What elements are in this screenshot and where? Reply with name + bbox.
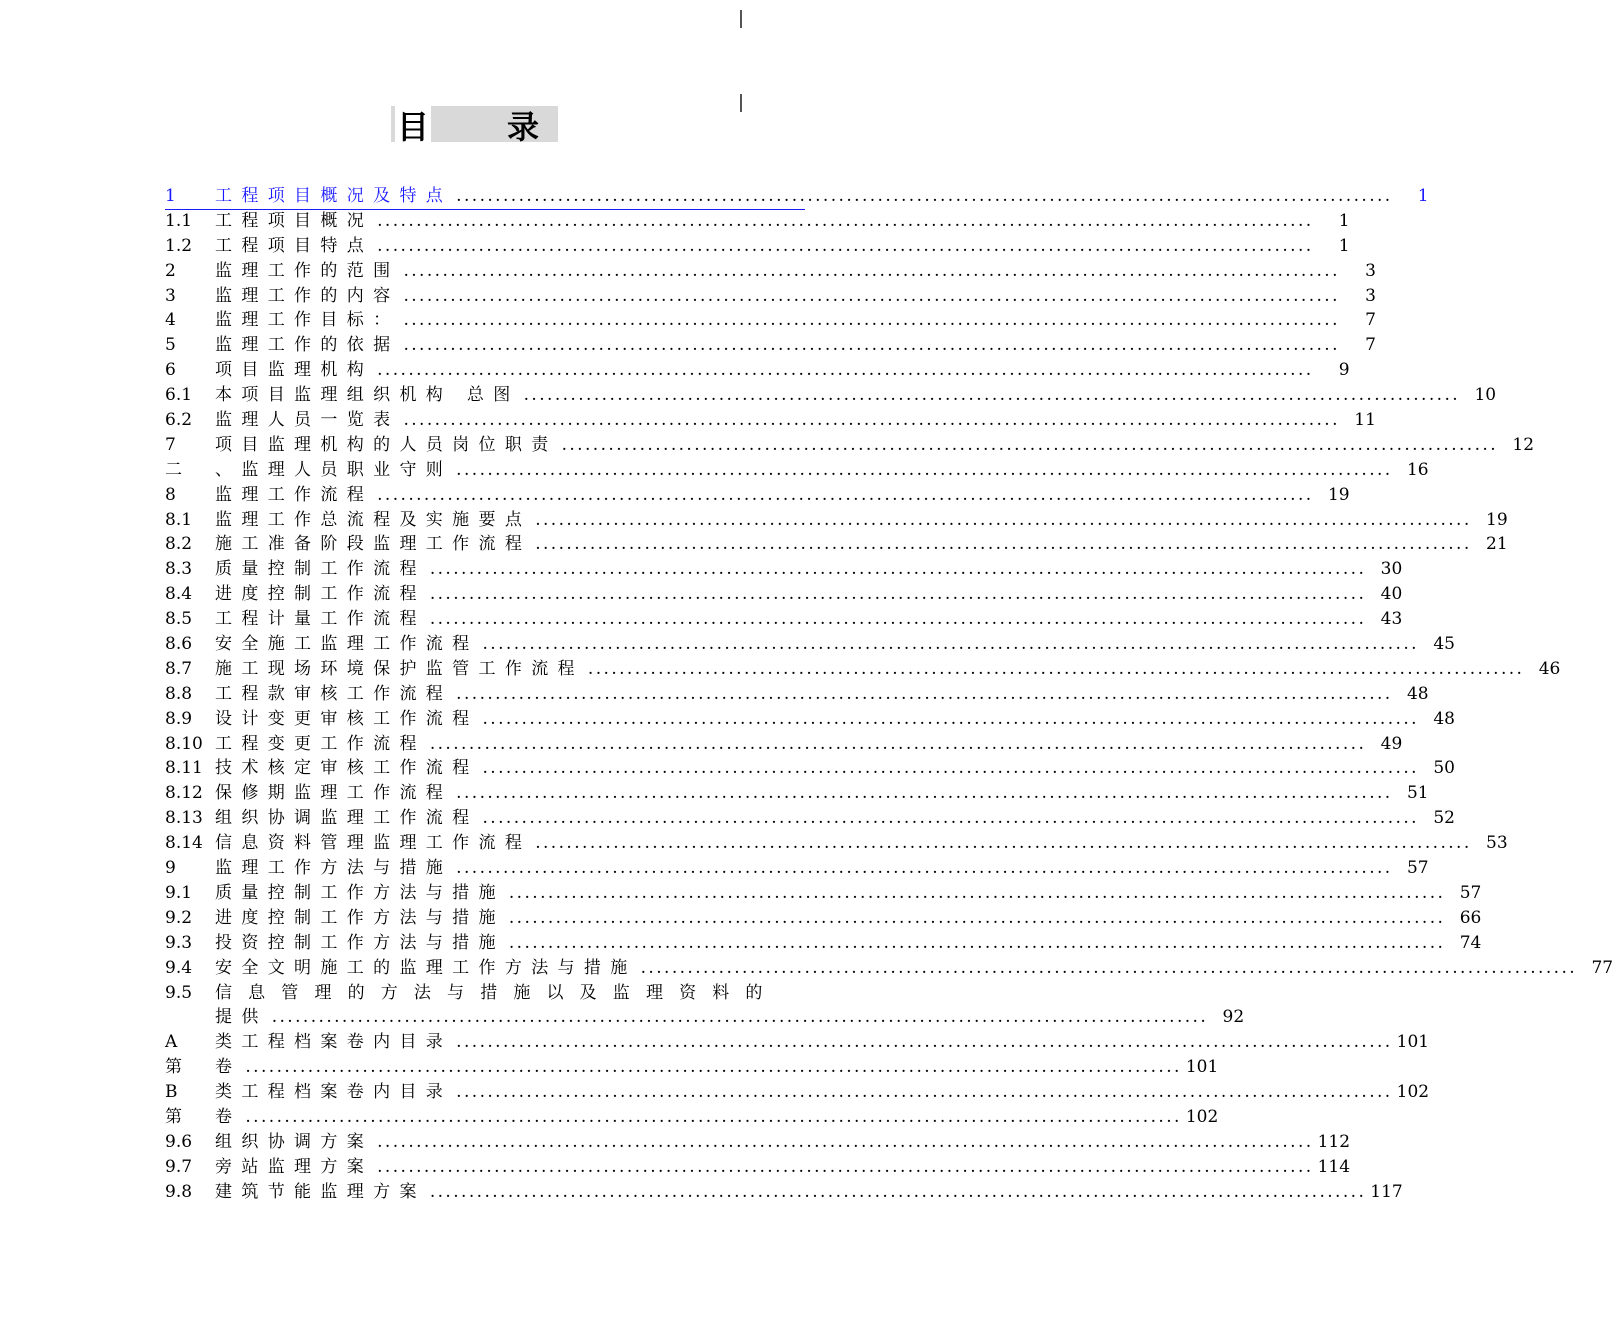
toc-leader-dots: ........................................................................................................................	[508, 932, 1446, 953]
toc-entry-page: 21	[1486, 534, 1508, 555]
toc-entry[interactable]	[165, 333, 1376, 358]
toc-entry[interactable]	[165, 756, 1455, 781]
toc-entry-title: 工程计量工作流程	[215, 609, 426, 630]
toc-entry-number: 8.5	[165, 609, 193, 630]
toc-entry-page: 30	[1380, 559, 1403, 580]
toc-entry-title: 工程项目特点	[215, 235, 374, 256]
toc-leader-dots: ........................................................................................................................	[456, 1082, 1393, 1103]
toc-entry-page: 114	[1317, 1156, 1351, 1177]
toc-leader-dots: ........................................................................................................................	[456, 186, 1393, 206]
toc-leader-dots: ........................................................................................................................	[508, 882, 1446, 903]
toc-leader-dots: ........................................................................................................................	[271, 1007, 1209, 1028]
toc-entry-title: 卷	[215, 1057, 242, 1078]
toc-entry[interactable]	[165, 408, 1376, 433]
toc-entry-title: 施工准备阶段监理工作流程	[215, 534, 532, 555]
toc-entry-title: 工程项目概况及特点	[215, 186, 453, 206]
toc-entry-title: 工程项目概况	[215, 210, 374, 231]
toc-entry-page: 48	[1406, 683, 1429, 704]
toc-entry-page: 19	[1327, 484, 1350, 505]
toc-entry-number: 2	[165, 260, 176, 281]
toc-entry-number: 6.1	[165, 385, 193, 406]
toc-entry[interactable]	[165, 483, 1350, 508]
toc-entry-number: 4	[165, 310, 176, 331]
toc-leader-dots: ........................................................................................................................	[377, 210, 1314, 231]
toc-entry-page: 45	[1433, 634, 1455, 655]
toc-entry-title: 质量控制工作方法与措施	[215, 882, 505, 903]
toc-entry-title: 进度控制工作流程	[215, 584, 426, 605]
toc-entry[interactable]	[165, 607, 1403, 632]
toc-entry[interactable]	[165, 1155, 1351, 1180]
toc-entry-title: 监理工作总流程及实施要点	[215, 509, 532, 530]
toc-entry-title: 监理工作的依据	[215, 335, 400, 356]
toc-leader-dots: ........................................................................................................................	[377, 484, 1314, 505]
toc-entry-title: 卷	[215, 1106, 242, 1127]
toc-entry-title: 建筑节能监理方案	[215, 1181, 426, 1202]
toc-entry-number: 8.8	[165, 683, 193, 704]
toc-leader-dots: ........................................................................................................................	[561, 434, 1499, 455]
toc-leader-dots: ........................................................................................................................	[429, 733, 1367, 754]
toc-leader-dots: ........................................................................................................................	[377, 1131, 1314, 1152]
toc-entry[interactable]	[165, 209, 1350, 234]
toc-entry-title: 质量控制工作流程	[215, 559, 426, 580]
toc-entry[interactable]	[165, 931, 1482, 956]
toc-entry-number: 1.2	[165, 235, 193, 256]
toc-entry-page: 1	[1338, 235, 1350, 256]
toc-entry[interactable]	[165, 508, 1508, 533]
table-of-contents	[165, 184, 1613, 1205]
toc-entry-number: 9.6	[165, 1131, 193, 1152]
toc-entry-title: 项目监理机构	[215, 360, 374, 381]
toc-leader-dots: ........................................................................................................................	[456, 1032, 1393, 1053]
toc-entry-page: 16	[1406, 459, 1429, 480]
toc-entry[interactable]	[165, 1105, 1219, 1130]
toc-entry[interactable]	[165, 1030, 1430, 1055]
toc-entry[interactable]	[165, 831, 1508, 856]
toc-entry-page: 3	[1365, 285, 1376, 306]
toc-entry-number: 6	[165, 360, 176, 381]
toc-entry[interactable]	[165, 1005, 1245, 1030]
toc-leader-dots: ........................................................................................................................	[245, 1057, 1182, 1078]
toc-entry-number: 8.4	[165, 584, 193, 605]
toc-entry-title: 投资控制工作方法与措施	[215, 932, 505, 953]
toc-entry-page: 57	[1459, 882, 1482, 903]
toc-entry[interactable]	[165, 707, 1455, 732]
toc-entry-title: 设计变更审核工作流程	[215, 708, 479, 729]
toc-entry-title: 旁站监理方案	[215, 1156, 374, 1177]
toc-entry[interactable]	[165, 981, 805, 1006]
toc-leader-dots: ........................................................................................................................	[429, 584, 1367, 605]
toc-leader-dots: ........................................................................................................................	[535, 509, 1472, 530]
toc-entry[interactable]	[165, 433, 1535, 458]
toc-entry[interactable]	[165, 582, 1403, 607]
toc-entry-title: 本项目监理组织机构 总图	[215, 385, 520, 406]
toc-leader-dots: ........................................................................................................................	[482, 634, 1419, 655]
toc-entry-number: A	[165, 1032, 178, 1053]
toc-entry-title: 进度控制工作方法与措施	[215, 907, 505, 928]
toc-entry-title: 安全文明施工的监理工作方法与措施	[215, 957, 637, 978]
toc-entry-title: 安全施工监理工作流程	[215, 634, 479, 655]
toc-entry[interactable]	[165, 383, 1497, 408]
toc-entry[interactable]	[165, 184, 1429, 209]
toc-entry-number: 8	[165, 484, 176, 505]
toc-leader-dots: ........................................................................................................................	[403, 310, 1340, 331]
toc-leader-dots: ........................................................................................................................	[456, 858, 1393, 879]
toc-entry-number: 1	[165, 186, 176, 206]
toc-entry-title: 信息管理的方法与措施以及监理资料的	[215, 982, 779, 1003]
toc-entry-number: 8.12	[165, 783, 203, 804]
toc-leader-dots: ........................................................................................................................	[535, 534, 1472, 555]
toc-entry[interactable]	[165, 1130, 1351, 1155]
toc-entry-page: 102	[1396, 1082, 1430, 1103]
toc-entry-page: 50	[1433, 758, 1455, 779]
toc-leader-dots: ........................................................................................................................	[482, 758, 1419, 779]
toc-entry-title: 类工程档案卷内目录	[215, 1082, 453, 1103]
toc-entry-title: 工程变更工作流程	[215, 733, 426, 754]
toc-entry-number: 9.7	[165, 1156, 193, 1177]
toc-leader-dots: ........................................................................................................................	[403, 260, 1340, 281]
toc-entry-number: 9.3	[165, 932, 193, 953]
toc-entry-title: 类工程档案卷内目录	[215, 1032, 453, 1053]
toc-entry-page: 49	[1380, 733, 1403, 754]
toc-entry-number: 8.9	[165, 708, 193, 729]
toc-entry-number: 8.11	[165, 758, 203, 779]
toc-entry-title: 保修期监理工作流程	[215, 783, 453, 804]
toc-entry-title: 信息资料管理监理工作流程	[215, 833, 532, 854]
toc-entry-title: 监理工作的内容	[215, 285, 400, 306]
toc-leader-dots: ........................................................................................................................	[429, 609, 1367, 630]
toc-entry-number: 8.2	[165, 534, 193, 555]
toc-entry[interactable]	[165, 458, 1429, 483]
toc-entry-title: 监理人员一览表	[215, 410, 400, 431]
toc-entry-page: 48	[1433, 708, 1455, 729]
toc-entry[interactable]	[165, 732, 1403, 757]
toc-leader-dots: ........................................................................................................................	[482, 808, 1419, 829]
toc-leader-dots: ........................................................................................................................	[403, 410, 1340, 431]
toc-leader-dots: ........................................................................................................................	[377, 235, 1314, 256]
toc-entry-page: 102	[1185, 1106, 1219, 1127]
toc-entry-title: 监理工作流程	[215, 484, 374, 505]
toc-leader-dots: ........................................................................................................................	[429, 1181, 1367, 1202]
toc-entry-page: 11	[1354, 410, 1376, 431]
toc-entry-title: 工程款审核工作流程	[215, 683, 453, 704]
toc-entry-title: 技术核定审核工作流程	[215, 758, 479, 779]
toc-leader-dots: ........................................................................................................................	[508, 907, 1446, 928]
toc-entry-page: 40	[1380, 584, 1403, 605]
toc-entry-number: 9.5	[165, 982, 193, 1003]
toc-entry-page: 10	[1474, 385, 1497, 406]
toc-entry-page: 46	[1538, 658, 1561, 679]
toc-entry-page: 117	[1370, 1181, 1403, 1202]
toc-entry-number: 1.1	[165, 210, 193, 231]
toc-entry-page: 52	[1433, 808, 1455, 829]
toc-entry-title: 、监理人员职业守则	[215, 459, 453, 480]
toc-leader-dots: ........................................................................................................................	[403, 285, 1340, 306]
toc-entry-number: 9.1	[165, 882, 193, 903]
toc-entry-page: 101	[1396, 1032, 1430, 1053]
header-mark	[740, 10, 742, 28]
toc-entry-page: 1	[1338, 210, 1350, 231]
toc-entry[interactable]	[165, 956, 1613, 981]
toc-entry-title: 监理工作目标：	[215, 310, 400, 331]
toc-entry-page: 19	[1486, 509, 1508, 530]
toc-entry[interactable]	[165, 259, 1376, 284]
toc-entry-number: 第	[165, 1057, 182, 1078]
toc-entry[interactable]	[165, 1055, 1219, 1080]
toc-leader-dots: ........................................................................................................................	[403, 335, 1340, 356]
title-char: 目	[395, 102, 431, 148]
page-title	[391, 106, 558, 146]
toc-entry-page: 51	[1406, 783, 1429, 804]
toc-entry-number: 8.14	[165, 833, 203, 854]
toc-entry-number: 5	[165, 335, 176, 356]
toc-entry-title: 项目监理机构的人员岗位职责	[215, 434, 558, 455]
toc-entry-page: 77	[1591, 957, 1613, 978]
toc-entry-page: 7	[1365, 310, 1376, 331]
toc-entry[interactable]	[165, 532, 1508, 557]
toc-leader-dots: ........................................................................................................................	[456, 683, 1393, 704]
toc-leader-dots: ........................................................................................................................	[482, 708, 1419, 729]
toc-entry-page: 7	[1365, 335, 1376, 356]
toc-entry[interactable]	[165, 856, 1429, 881]
toc-entry-page: 9	[1338, 360, 1350, 381]
toc-entry[interactable]	[165, 1180, 1403, 1205]
toc-entry[interactable]	[165, 781, 1429, 806]
toc-entry-title: 监理工作的范围	[215, 260, 400, 281]
toc-entry-number: 8.7	[165, 658, 193, 679]
toc-entry-page: 12	[1512, 434, 1535, 455]
toc-entry[interactable]	[165, 284, 1376, 309]
toc-leader-dots: ........................................................................................................................	[523, 385, 1461, 406]
toc-entry-page: 74	[1459, 932, 1482, 953]
toc-entry-title: 施工现场环境保护监管工作流程	[215, 658, 584, 679]
toc-entry-number: 二	[165, 459, 182, 480]
toc-entry[interactable]	[165, 657, 1561, 682]
toc-entry-number: 7	[165, 434, 176, 455]
toc-entry[interactable]	[165, 632, 1455, 657]
toc-entry[interactable]	[165, 1080, 1430, 1105]
toc-leader-dots: ........................................................................................................................	[377, 1156, 1314, 1177]
toc-entry-number: B	[165, 1082, 178, 1103]
toc-entry-page: 57	[1406, 858, 1429, 879]
toc-entry-number: 8.13	[165, 808, 203, 829]
toc-entry-page: 43	[1380, 609, 1403, 630]
toc-entry-number: 9	[165, 858, 176, 879]
toc-entry[interactable]	[165, 682, 1429, 707]
toc-entry-number: 第	[165, 1106, 182, 1127]
toc-leader-dots: ........................................................................................................................	[587, 658, 1525, 679]
toc-entry[interactable]	[165, 906, 1482, 931]
toc-entry[interactable]	[165, 557, 1403, 582]
toc-leader-dots: ........................................................................................................................	[245, 1106, 1182, 1127]
toc-leader-dots: ........................................................................................................................	[640, 957, 1578, 978]
header-mark	[740, 94, 742, 112]
toc-entry-title: 监理工作方法与措施	[215, 858, 453, 879]
toc-entry-title: 组织协调监理工作流程	[215, 808, 479, 829]
toc-entry-page: 53	[1486, 833, 1508, 854]
toc-entry-number: 8.6	[165, 634, 193, 655]
toc-entry-number: 9.8	[165, 1181, 193, 1202]
toc-entry-page: 101	[1185, 1057, 1219, 1078]
toc-entry-number: 9.2	[165, 907, 193, 928]
toc-leader-dots: ........................................................................................................................	[456, 783, 1393, 804]
toc-entry-number: 6.2	[165, 410, 193, 431]
toc-entry-number: 8.1	[165, 509, 193, 530]
toc-entry-page: 112	[1317, 1131, 1351, 1152]
toc-entry-page: 92	[1222, 1007, 1245, 1028]
toc-entry-number: 8.3	[165, 559, 193, 580]
toc-entry-title: 提供	[215, 1007, 268, 1028]
toc-leader-dots: ........................................................................................................................	[377, 360, 1314, 381]
toc-entry-number: 3	[165, 285, 176, 306]
toc-leader-dots: ........................................................................................................................	[535, 833, 1472, 854]
toc-entry[interactable]	[165, 234, 1350, 259]
toc-entry-page: 66	[1459, 907, 1482, 928]
toc-entry-title: 组织协调方案	[215, 1131, 374, 1152]
toc-entry-number: 8.10	[165, 733, 203, 754]
toc-entry[interactable]	[165, 358, 1350, 383]
toc-leader-dots: ........................................................................................................................	[456, 459, 1393, 480]
toc-leader-dots: ........................................................................................................................	[429, 559, 1367, 580]
toc-entry[interactable]	[165, 806, 1455, 831]
toc-entry-page: 3	[1365, 260, 1376, 281]
toc-entry-page: 1	[1417, 186, 1429, 206]
title-char: 录	[507, 108, 540, 146]
toc-entry[interactable]	[165, 881, 1482, 906]
toc-entry[interactable]	[165, 308, 1376, 333]
toc-entry-number: 9.4	[165, 957, 193, 978]
